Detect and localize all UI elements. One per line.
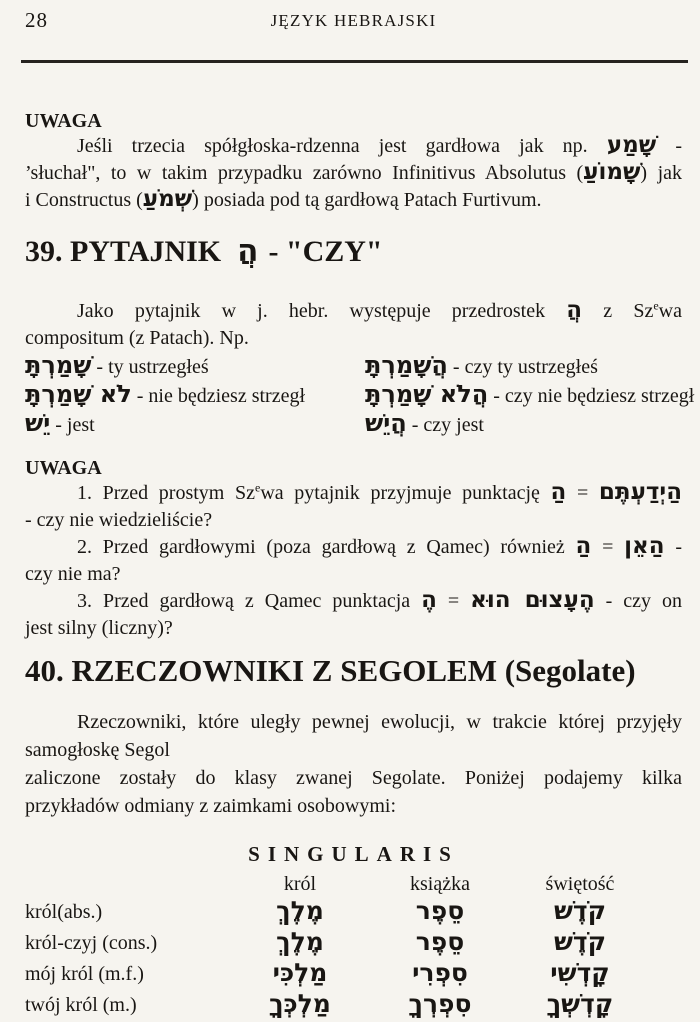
hebrew-letter: הַ — [575, 533, 592, 559]
hebrew-letter: הַ — [550, 479, 567, 505]
text-segment: - — [664, 536, 682, 558]
text-segment: - — [656, 135, 682, 157]
example-item — [365, 353, 694, 382]
hebrew-word: מֶלֶךְ — [276, 896, 324, 925]
text-line: przykładów odmiany z zaimkami osobowymi: — [25, 795, 397, 817]
table-cell — [370, 991, 510, 1022]
superscript-e: e — [254, 480, 261, 495]
column-header: książka — [410, 873, 470, 895]
hebrew-word: סֵפֶר — [415, 896, 465, 925]
heading-text: - "CZY" — [268, 235, 383, 268]
translation: - jest — [50, 414, 95, 436]
hebrew-word: הֲשָׁמַרְתָּ — [365, 351, 448, 379]
text-segment: wa pytajnik przyjmuje punktację — [260, 482, 551, 504]
text-line — [25, 298, 682, 325]
heading-text: 39. PYTAJNIK — [25, 235, 222, 268]
text-segment: i Constructus ( — [25, 189, 143, 211]
hebrew-word: מֶלֶךְ — [276, 927, 324, 956]
translation: - ty ustrzegłeś — [91, 356, 209, 378]
translation: - nie będziesz strzegł — [131, 385, 306, 407]
hebrew-word: הֲלֹא שָׁמַרְתָּ — [365, 380, 489, 408]
row-label: mój król (m.f.) — [25, 963, 144, 985]
text-segment: ’słuchał", to w takim przypadku zarówno Infinitivus Absolutus ( — [25, 162, 584, 184]
text-segment: Rzeczowniki, które uległy pewnej ewolucji, w trakcie której przyjęły — [77, 711, 682, 733]
table-cell — [510, 898, 650, 929]
translation: - czy jest — [406, 414, 484, 436]
hebrew-word: קֹדֶשׁ — [553, 896, 607, 925]
equals-sign: = — [591, 536, 625, 558]
text-line — [25, 187, 682, 214]
paradigm-table — [25, 870, 682, 1022]
table-cell — [230, 991, 370, 1022]
text-line: czy nie ma? — [25, 563, 121, 585]
example-item — [365, 382, 694, 411]
page-number: 28 — [25, 8, 48, 32]
hebrew-word: מַלְכְּךָ — [269, 989, 331, 1018]
text-line: samogłoskę Segol — [25, 739, 170, 761]
page-header — [25, 6, 682, 36]
hebrew-word: קָדְשִׁי — [550, 958, 610, 987]
hebrew-word: הֲיֵשׁ — [365, 409, 407, 437]
section-39-heading — [25, 234, 682, 270]
text-segment: wa — [658, 300, 682, 322]
hebrew-word: הַאֵן — [624, 533, 665, 559]
examples-table — [25, 351, 695, 440]
example-item — [25, 353, 365, 382]
table-cell — [230, 929, 370, 960]
translation: - czy ty ustrzegłeś — [447, 356, 598, 378]
row-label: król-czyj (cons.) — [25, 932, 158, 954]
table-cell — [510, 960, 650, 991]
section-40-heading: 40. RZECZOWNIKI Z SEGOLEM (Segolate) — [25, 653, 636, 688]
hebrew-letter: הֲ — [237, 233, 259, 269]
text-line — [25, 160, 682, 187]
hebrew-word: סִפְרְךָ — [408, 989, 472, 1018]
text-line — [25, 708, 682, 736]
note2-item-1 — [25, 480, 682, 534]
table-cell — [230, 960, 370, 991]
hebrew-word: מַלְכִּי — [272, 958, 328, 987]
hebrew-word: שָׁמַרְתָּ — [25, 351, 92, 379]
text-segment: ) jak — [640, 162, 683, 184]
row-label: król(abs.) — [25, 901, 103, 923]
example-item — [25, 382, 365, 411]
text-segment: Jeśli trzecia spółgłoska-rdzenna jest gardłowa jak np. — [77, 135, 607, 157]
text-segment: 2. Przed gardłowymi (poza gardłową z Qamec) również — [77, 536, 576, 558]
text-line — [25, 133, 682, 160]
text-segment: z Sz — [582, 300, 654, 322]
column-header: świętość — [545, 873, 615, 895]
note-label: UWAGA — [25, 110, 102, 132]
text-line: jest silny (liczny)? — [25, 617, 173, 639]
note2-item-3 — [25, 588, 682, 642]
table-cell — [370, 929, 510, 960]
hebrew-word: סִפְרִי — [412, 958, 468, 987]
singularis-title: SINGULARIS — [248, 842, 459, 866]
hebrew-word: קֹדֶשׁ — [553, 927, 607, 956]
text-segment: 3. Przed gardłową z Qamec punktacja — [77, 590, 422, 612]
text-line — [25, 480, 682, 507]
text-line — [25, 588, 682, 615]
table-cell — [370, 960, 510, 991]
text-segment: 1. Przed prostym Sz — [77, 482, 255, 504]
column-header: król — [283, 873, 317, 895]
table-cell — [510, 991, 650, 1022]
text-line: - czy nie wiedzieliście? — [25, 509, 213, 531]
text-segment: Jako pytajnik w j. hebr. występuje przedrostek — [77, 300, 567, 322]
hebrew-word: שָׁמוֹעַ — [583, 159, 641, 185]
running-title: JĘZYK HEBRAJSKI — [270, 11, 437, 30]
superscript-e: e — [653, 298, 659, 313]
table-cell — [230, 898, 370, 929]
section-39-paragraph — [25, 298, 682, 352]
example-item — [25, 411, 365, 440]
section-40-paragraph — [25, 708, 682, 820]
column-header-empty — [25, 870, 230, 898]
text-line: zaliczone zostały do klasy zwanej Segolate. Poniżej podajemy kilka — [25, 767, 682, 789]
text-segment: - czy on — [594, 590, 682, 612]
translation: - czy nie będziesz strzegł — [488, 385, 695, 407]
hebrew-letter: הֲ — [566, 297, 583, 323]
header-rule — [21, 60, 688, 63]
hebrew-word: יֵשׁ — [25, 409, 51, 437]
hebrew-word: קָדְשְׁךָ — [546, 989, 614, 1018]
text-line — [25, 534, 682, 561]
row-label: twój król (m.) — [25, 994, 137, 1016]
hebrew-word: סֵפֶר — [415, 927, 465, 956]
table-cell — [510, 929, 650, 960]
hebrew-word: שָׁמַע — [606, 132, 657, 158]
hebrew-phrase: הֶעָצוּם הוּא — [470, 587, 595, 613]
table-cell — [370, 898, 510, 929]
hebrew-letter: הֶ — [421, 587, 437, 613]
note1-paragraph — [25, 133, 682, 214]
equals-sign: = — [566, 482, 599, 504]
text-segment: ) posiada pod tą gardłową Patach Furtivum. — [192, 189, 542, 211]
hebrew-word: לֹא שָׁמַרְתָּ — [25, 380, 132, 408]
hebrew-word: הַיְדַעְתֶּם — [598, 479, 682, 505]
note-label: UWAGA — [25, 457, 102, 479]
text-line: compositum (z Patach). Np. — [25, 327, 249, 349]
example-item — [365, 411, 694, 440]
equals-sign: = — [436, 590, 471, 612]
hebrew-word: שְׁמֹעַ — [142, 186, 193, 212]
note2-item-2 — [25, 534, 682, 588]
